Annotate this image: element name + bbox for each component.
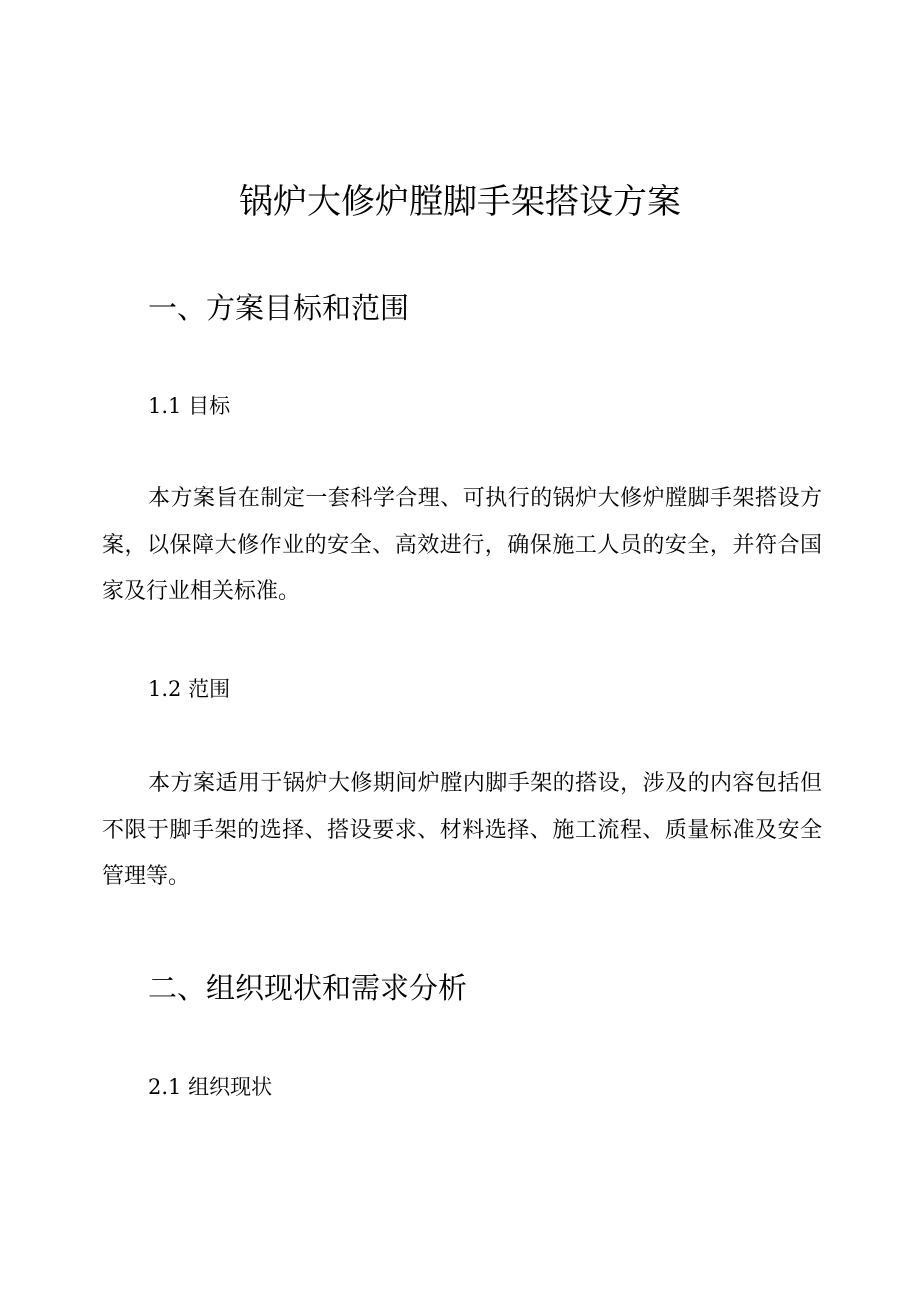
subsection-heading-1-1: 1.1 目标 bbox=[148, 394, 231, 418]
subsection-heading-2-1: 2.1 组织现状 bbox=[148, 1075, 273, 1099]
section-heading-2: 二、组织现状和需求分析 bbox=[148, 971, 468, 1005]
paragraph-1-2: 本方案适用于锅炉大修期间炉膛内脚手架的搭设，涉及的内容包括但不限于脚手架的选择、搭设要求、材料选择、施工流程、质量标准及安全管理等。 bbox=[102, 771, 822, 889]
subsection-heading-1-2: 1.2 范围 bbox=[148, 677, 231, 701]
paragraph-1-1: 本方案旨在制定一套科学合理、可执行的锅炉大修炉膛脚手架搭设方案，以保障大修作业的安全、高效进行，确保施工人员的安全，并符合国家及行业相关标准。 bbox=[102, 486, 822, 604]
document-title: 锅炉大修炉膛脚手架搭设方案 bbox=[239, 182, 681, 222]
section-heading-1: 一、方案目标和范围 bbox=[148, 291, 410, 325]
